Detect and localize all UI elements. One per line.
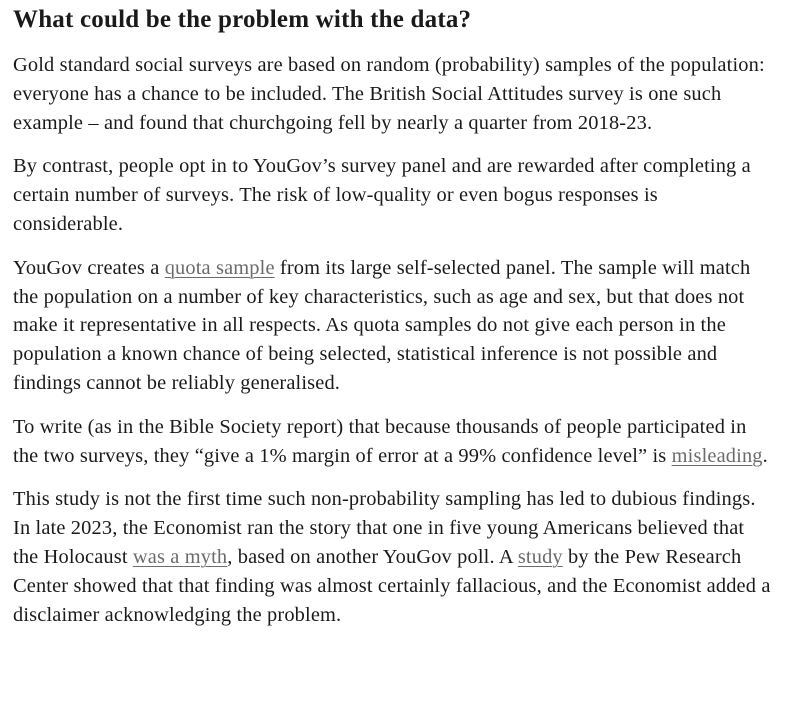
paragraph-text: by the Pew Research Center showed that that finding was almost certainly fallacious, and the Economist added a disclaimer acknowledging the problem. [13,545,771,626]
paragraph-probability-samples [13,51,773,137]
quota-sample-link[interactable]: quota sample [164,256,275,279]
section-heading: What could be the problem with the data? [13,6,472,33]
paragraph-text: By contrast, people opt in to YouGov’s survey panel and are rewarded after completing a certain number of surveys. The risk of low-quality or even bogus responses is considerable. [13,155,751,235]
study-link[interactable]: study [517,545,563,568]
paragraph-text: . [762,444,768,467]
paragraph-text: To write (as in the Bible Society report) that because thousands of people participated in the two surveys, they “give a 1% margin of error at a 99% confidence level” is [13,415,747,467]
paragraph-text: , based on another YouGov poll. A [227,545,518,568]
paragraph-text: YouGov creates a [13,256,165,279]
article [13,0,773,644]
paragraph-yougov-panel [13,152,773,238]
paragraph-text: Gold standard social surveys are based on random (probability) samples of the population: everyone has a chance to be included. The British Social Attitudes survey is one such example – and found that churchgoing fell by nearly a quarter from 2018-23. [13,54,765,134]
paragraph-quota-sample [13,254,773,398]
paragraph-text: This study is not the first time such non-probability sampling has led to dubious findings. In late 2023, the Economist ran the story that one in five young Americans believed that the Holocaust [13,488,756,568]
paragraph-margin-of-error [13,413,773,471]
was-a-myth-link[interactable]: was a myth [132,545,228,568]
paragraph-economist-holocaust [13,485,773,629]
paragraph-text: from its large self-selected panel. The sample will match the population on a number of key characteristics, such as age and sex, but that does not make it representative in all respects. As quota samples do not give each person in the population a known chance of being selected, statistical inference is not possible and findings cannot be reliably generalised. [13,256,751,394]
misleading-link[interactable]: misleading [671,444,763,467]
